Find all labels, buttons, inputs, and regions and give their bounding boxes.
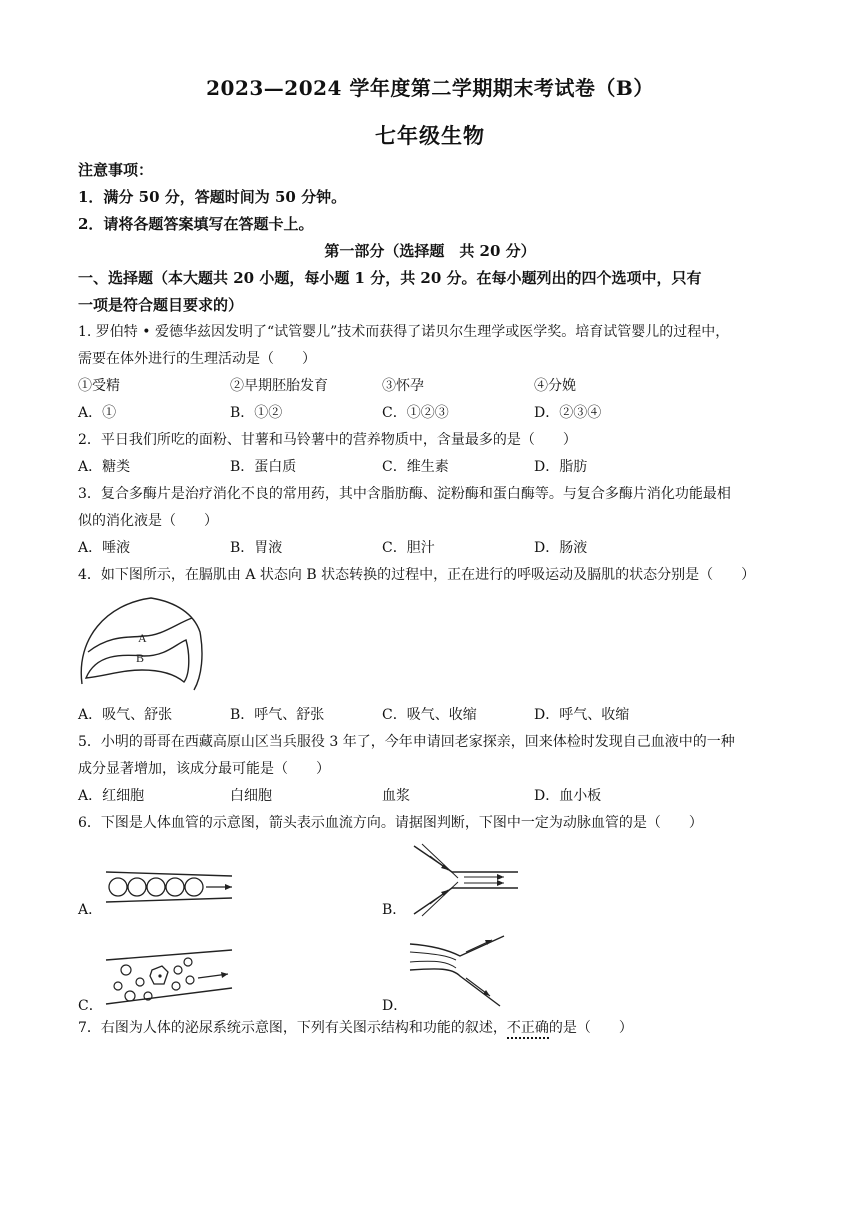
q6-option-b: B． [382,902,407,918]
q3-option-c: C．胆汁 [382,540,435,556]
vessel-diagram-b [408,842,528,918]
q1-item-4: ④分娩 [534,378,576,394]
diaphragm-label-b: B [136,651,145,665]
q7-stem-emphasis: 不正确 [507,1020,549,1039]
q2-stem: 2．平日我们所吃的面粉、甘薯和马铃薯中的营养物质中，含量最多的是（ ） [78,432,577,448]
notice-item-2: 2．请将各题答案填写在答题卡上。 [78,215,314,233]
q1-option-a: A．① [78,405,117,421]
q2-option-c: C．维生素 [382,459,449,475]
q2-option-a: A．糖类 [78,459,131,475]
q7-stem [78,1018,633,1038]
q1-stem-line-2: 需要在体外进行的生理活动是（ ） [78,351,316,367]
q1-option-b: B．①② [230,405,283,421]
part-heading: 第一部分（选择题 共 20 分） [324,242,536,260]
diaphragm-diagram [76,594,206,694]
q1-stem-line-1: 1. 罗伯特 • 爱德华兹因发明了“试管婴儿”技术而获得了诺贝尔生理学或医学奖。培育试管婴儿的过程中， [78,324,730,340]
q5-stem-line-1: 5．小明的哥哥在西藏高原山区当兵服役 3 年了，今年申请回老家探亲，回来体检时发现自己血液中的一种 [78,734,735,750]
q1-item-2: ②早期胚胎发育 [230,378,328,394]
q1-option-c: C．①②③ [382,405,449,421]
exam-title: 2023—2024 学年度第二学期期末考试卷（B） [206,76,654,100]
q3-option-a: A．唾液 [78,540,131,556]
q5-option-d: D．血小板 [534,788,602,804]
exam-subject: 七年级生物 [375,123,485,148]
q6-option-d: D． [382,998,408,1014]
section-instructions-line-1: 一、选择题（本大题共 20 小题，每小题 1 分，共 20 分。在每小题列出的四个选项中，只有 [78,269,702,287]
q6-stem: 6．下图是人体血管的示意图，箭头表示血流方向。请据图判断，下图中一定为动脉血管的是（ ） [78,815,703,831]
q7-stem-post: 的是（ ） [548,1020,633,1036]
q5-option-b: 白细胞 [230,788,272,804]
q2-option-b: B．蛋白质 [230,459,297,475]
q7-stem-pre: 7．右图为人体的泌尿系统示意图，下列有关图示结构和功能的叙述， [78,1020,507,1036]
q6-option-c: C． [78,998,103,1014]
q5-option-a: A．红细胞 [78,788,145,804]
q3-option-d: D．肠液 [534,540,588,556]
q3-option-b: B．胃液 [230,540,283,556]
q1-item-1: ①受精 [78,378,120,394]
q1-item-3: ③怀孕 [382,378,424,394]
q3-stem-line-2: 似的消化液是（ ） [78,513,218,529]
q1-option-d: D．②③④ [534,405,602,421]
vessel-diagram-d [408,930,518,1010]
q5-option-c: 血浆 [382,788,410,804]
vessel-diagram-a [104,868,239,908]
q6-option-a: A． [78,902,103,918]
q5-stem-line-2: 成分显著增加，该成分最可能是（ ） [78,761,330,777]
notice-heading: 注意事项： [78,161,154,179]
q4-stem: 4．如下图所示，在膈肌由 A 状态向 B 状态转换的过程中，正在进行的呼吸运动及膈肌的状态分别是（ ） [78,567,756,583]
q2-option-d: D．脂肪 [534,459,588,475]
diaphragm-label-a: A [138,631,147,645]
vessel-diagram-c [104,948,239,1008]
q4-option-d: D．呼气、收缩 [534,707,630,723]
notice-item-1: 1．满分 50 分，答题时间为 50 分钟。 [78,188,347,206]
q3-stem-line-1: 3．复合多酶片是治疗消化不良的常用药，其中含脂肪酶、淀粉酶和蛋白酶等。与复合多酶片消化功能最相 [78,486,731,502]
section-instructions-line-2: 一项是符合题目要求的） [78,296,244,314]
q4-option-c: C．吸气、收缩 [382,707,477,723]
q4-option-b: B．呼气、舒张 [230,707,325,723]
q4-option-a: A．吸气、舒张 [78,707,173,723]
